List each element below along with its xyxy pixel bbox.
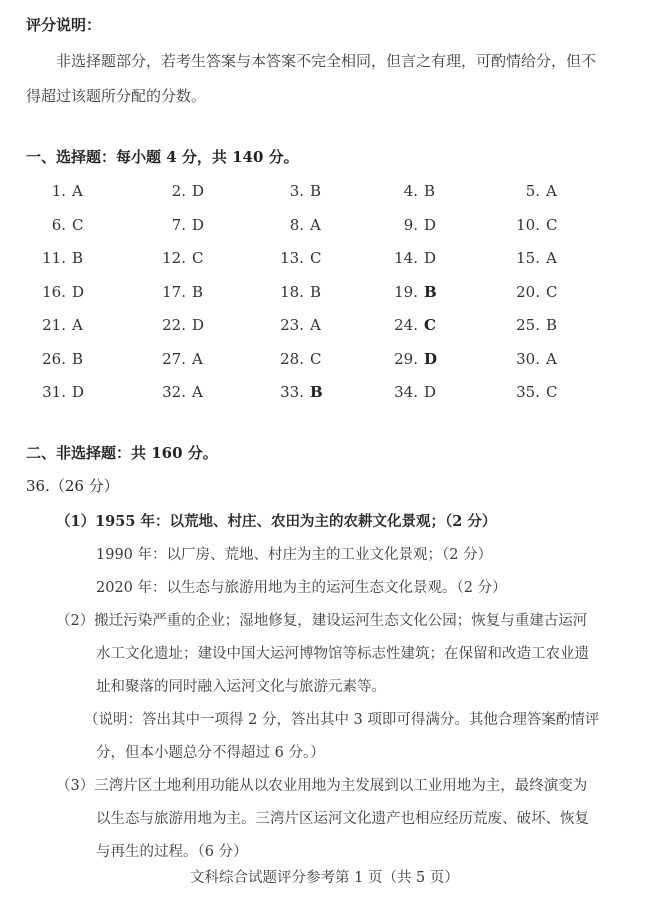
answer-letter: B xyxy=(546,316,558,334)
mcq-answer-item xyxy=(508,283,557,301)
answer-letter: B xyxy=(310,282,322,301)
mcq-answer-item xyxy=(508,350,557,368)
question-number: 3. xyxy=(289,182,304,200)
mcq-answer-item xyxy=(272,383,323,401)
answer-letter: A xyxy=(546,249,557,267)
mcq-answer-item xyxy=(34,249,83,267)
mcq-answer-item xyxy=(386,283,437,301)
question-number: 33. xyxy=(280,383,304,401)
q36-part2-line3: 址和聚落的同时融入运河文化与旅游元素等。 xyxy=(96,679,386,695)
question-number: 8. xyxy=(289,215,304,234)
scoring-notes-line1: 非选择题部分，若考生答案与本答案不完全相同，但言之有理，可酌情给分，但不 xyxy=(56,52,597,70)
mcq-answer-item xyxy=(154,383,203,401)
q36-part3-line1: （3）三湾片区土地利用功能从以农业用地为主发展到以工业用地为主，最终演变为 xyxy=(56,778,588,794)
answer-letter: D xyxy=(424,249,437,267)
mcq-answer-item xyxy=(386,249,436,267)
question-number: 12. xyxy=(162,249,186,267)
question-number: 27. xyxy=(162,349,186,368)
answer-letter: C xyxy=(192,249,204,267)
mcq-answer-item xyxy=(154,249,203,267)
answer-letter: D xyxy=(192,215,205,234)
mcq-answer-item xyxy=(154,182,204,200)
mcq-answer-item xyxy=(154,316,204,334)
mcq-answer-item xyxy=(386,383,436,401)
question-number: 20. xyxy=(516,282,540,301)
mcq-answer-item xyxy=(508,383,557,401)
question-number: 25. xyxy=(516,316,540,334)
mcq-answer-item xyxy=(386,216,436,234)
question-number: 5. xyxy=(525,182,540,200)
q36-part1-line2: 1990 年：以厂房、荒地、村庄为主的工业文化景观；（2 分） xyxy=(96,547,493,563)
question-number: 28. xyxy=(280,349,304,368)
question-number: 16. xyxy=(42,282,66,301)
question-number: 31. xyxy=(42,383,66,401)
answer-letter: B xyxy=(72,249,84,267)
mcq-answer-item xyxy=(154,283,203,301)
question-number: 22. xyxy=(162,316,186,334)
question-number: 35. xyxy=(516,383,540,401)
mcq-answer-item xyxy=(386,316,436,334)
mcq-answer-item xyxy=(272,249,321,267)
page-footer: 文科综合试题评分参考第 1 页（共 5 页） xyxy=(190,870,459,886)
answer-letter: A xyxy=(192,383,203,401)
answer-letter: D xyxy=(424,349,438,368)
answer-letter: D xyxy=(192,316,205,334)
answer-letter: B xyxy=(424,182,436,200)
question-number: 4. xyxy=(403,182,418,200)
question-number: 24. xyxy=(394,316,418,334)
answer-letter: B xyxy=(424,282,437,301)
answer-letter: A xyxy=(546,182,557,200)
question-number: 2. xyxy=(171,182,186,200)
answer-letter: D xyxy=(72,282,85,301)
mcq-answer-item xyxy=(508,249,557,267)
question-number: 19. xyxy=(394,282,418,301)
answer-letter: A xyxy=(310,215,321,234)
mcq-answer-item xyxy=(272,283,321,301)
answer-letter: A xyxy=(546,349,557,368)
answer-letter: A xyxy=(310,316,321,334)
answer-letter: C xyxy=(310,349,322,368)
answer-letter: A xyxy=(72,316,83,334)
mcq-answer-item xyxy=(34,383,84,401)
mcq-answer-item xyxy=(272,182,321,200)
q36-part1-line1: （1）1955 年：以荒地、村庄、农田为主的农耕文化景观；（2 分） xyxy=(56,513,497,530)
question-number: 30. xyxy=(516,349,540,368)
answer-letter: C xyxy=(72,215,84,234)
mcq-answer-item xyxy=(508,182,557,200)
mcq-answer-item xyxy=(386,182,435,200)
mcq-answer-item xyxy=(272,216,321,234)
q36-part1-line3: 2020 年：以生态与旅游用地为主的运河生态文化景观。（2 分） xyxy=(96,580,507,596)
question-number: 21. xyxy=(42,316,66,334)
question-number: 10. xyxy=(516,215,540,234)
answer-letter: B xyxy=(72,349,84,368)
q36-part2-note2: 分，但本小题总分不得超过 6 分。） xyxy=(96,745,325,761)
question-number: 29. xyxy=(394,349,418,368)
mcq-answer-item xyxy=(386,350,437,368)
q36-part3-line2: 以生态与旅游用地为主。三湾片区运河文化遗产也相应经历荒废、破坏、恢复 xyxy=(96,811,589,827)
q36-part2-note1: （说明：答出其中一项得 2 分，答出其中 3 项即可得满分。其他合理答案酌情评 xyxy=(84,712,600,728)
question-number: 6. xyxy=(51,215,66,234)
q36-part2-line1: （2）搬迁污染严重的企业；湿地修复，建设运河生态文化公园；恢复与重建古运河 xyxy=(56,613,588,629)
section2-title: 二、非选择题：共 160 分。 xyxy=(26,444,218,462)
answer-letter: C xyxy=(546,282,558,301)
answer-letter: B xyxy=(310,182,322,200)
answer-letter: A xyxy=(192,349,203,368)
mcq-answer-item xyxy=(154,216,204,234)
answer-letter: D xyxy=(424,383,437,401)
question-number: 34. xyxy=(394,383,418,401)
answer-letter: C xyxy=(546,383,558,401)
mcq-answer-item xyxy=(272,316,321,334)
question-number: 1. xyxy=(51,182,66,200)
question-number: 18. xyxy=(280,282,304,301)
mcq-answer-item xyxy=(34,283,84,301)
question-number: 7. xyxy=(171,215,186,234)
mcq-answer-item xyxy=(34,216,83,234)
answer-letter: A xyxy=(72,182,83,200)
mcq-answer-item xyxy=(272,350,321,368)
answer-letter: D xyxy=(192,182,205,200)
q36-part2-line2: 水工文化遗址；建设中国大运河博物馆等标志性建筑；在保留和改造工农业遗 xyxy=(96,646,589,662)
answer-letter: C xyxy=(424,316,436,334)
question-number: 9. xyxy=(403,215,418,234)
scoring-notes-title: 评分说明： xyxy=(26,16,102,34)
section1-title: 一、选择题：每小题 4 分，共 140 分。 xyxy=(26,148,299,166)
answer-letter: B xyxy=(310,383,323,401)
question-number: 15. xyxy=(516,249,540,267)
answer-letter: B xyxy=(192,282,204,301)
question-number: 26. xyxy=(42,349,66,368)
mcq-answer-item xyxy=(508,316,557,334)
answer-letter: C xyxy=(310,249,322,267)
answer-letter: D xyxy=(424,215,437,234)
mcq-answer-item xyxy=(34,316,83,334)
answer-letter: D xyxy=(72,383,85,401)
question-number: 32. xyxy=(162,383,186,401)
mcq-answer-item xyxy=(34,350,83,368)
question-number: 11. xyxy=(42,249,66,267)
q36-header: 36.（26 分） xyxy=(26,477,119,495)
mcq-answer-item xyxy=(508,216,557,234)
question-number: 13. xyxy=(280,249,304,267)
question-number: 23. xyxy=(280,316,304,334)
question-number: 14. xyxy=(394,249,418,267)
scoring-notes-line2: 得超过该题所分配的分数。 xyxy=(26,87,207,105)
q36-part3-line3: 与再生的过程。（6 分） xyxy=(96,844,248,860)
answer-letter: C xyxy=(546,215,558,234)
mcq-answer-item xyxy=(34,182,83,200)
mcq-answer-item xyxy=(154,350,203,368)
question-number: 17. xyxy=(162,282,186,301)
